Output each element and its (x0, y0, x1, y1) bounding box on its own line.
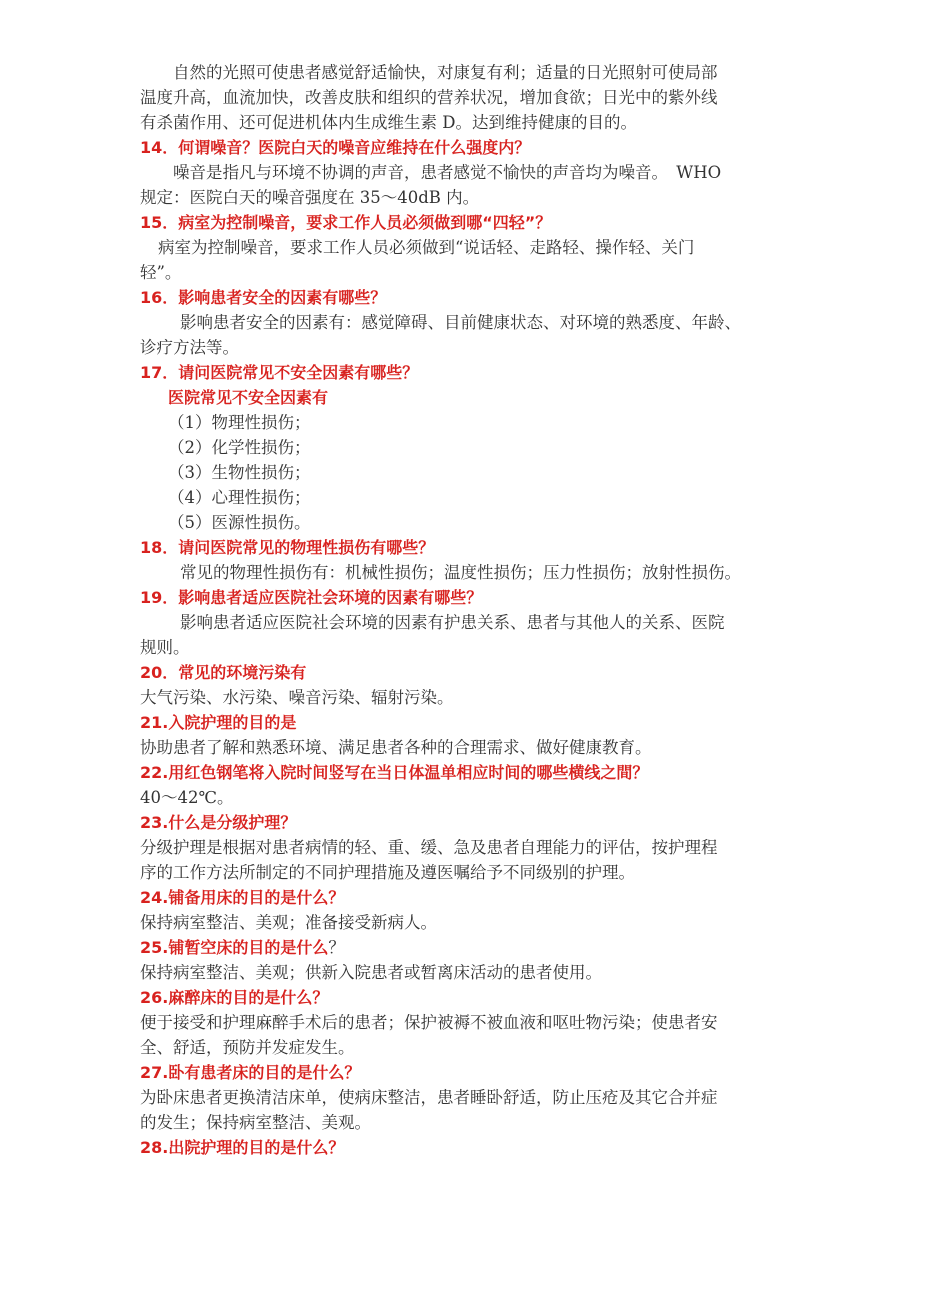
answer-19-line-1: 影响患者适应医院社会环境的因素有护患关系、患者与其他人的关系、医院 (180, 613, 725, 632)
answer-21-line-1: 协助患者了解和熟悉环境、满足患者各种的合理需求、做好健康教育。 (140, 738, 652, 757)
answer-23-line-1: 分级护理是根据对患者病情的轻、重、缓、急及患者自理能力的评估，按护理程 (140, 838, 718, 857)
answer-23-line-2: 序的工作方法所制定的不同护理措施及遵医嘱给予不同级别的护理。 (140, 863, 635, 882)
question-26-title: 26.麻醉床的目的是什么？ (140, 988, 329, 1007)
answer-24-line-1: 保持病室整洁、美观；准备接受新病人。 (140, 913, 437, 932)
list-item: （2）化学性损伤； (168, 438, 311, 457)
question-28-title: 28.出院护理的目的是什么？ (140, 1138, 345, 1157)
question-23-title: 23.什么是分级护理？ (140, 813, 297, 832)
question-21-title: 21.入院护理的目的是 (140, 713, 297, 732)
question-25-title: 25.铺暂空床的目的是什么 (140, 938, 329, 957)
list-item: （5）医源性损伤。 (168, 513, 311, 532)
answer-26-line-2: 全、舒适，预防并发症发生。 (140, 1038, 355, 1057)
question-18-title: 18．请问医院常见的物理性损伤有哪些？ (140, 538, 435, 557)
answer-14-line-2: 规定：医院白天的噪音强度在 35～40dB 内。 (140, 188, 480, 207)
list-item: （1）物理性损伤； (168, 413, 311, 432)
question-17-subtitle: 医院常见不安全因素有 (168, 388, 329, 407)
question-27-title: 27.卧有患者床的目的是什么？ (140, 1063, 361, 1082)
question-17-title: 17．请问医院常见不安全因素有哪些？ (140, 363, 419, 382)
answer-26-line-1: 便于接受和护理麻醉手术后的患者；保护被褥不被血液和呕吐物污染；使患者安 (140, 1013, 718, 1032)
answer-25-line-1: 保持病室整洁、美观；供新入院患者或暂离床活动的患者使用。 (140, 963, 602, 982)
intro-line-1: 自然的光照可使患者感觉舒适愉快，对康复有利；适量的日光照射可使局部 (173, 63, 718, 82)
question-25-title-wrapper (140, 935, 812, 960)
question-14-title: 14．何谓噪音？医院白天的噪音应维持在什么强度内？ (140, 138, 531, 157)
question-24-title: 24.铺备用床的目的是什么？ (140, 888, 345, 907)
answer-14-line-1: 噪音是指凡与环境不协调的声音，患者感觉不愉快的声音均为噪音。 WHO (173, 163, 722, 182)
question-19-title: 19．影响患者适应医院社会环境的因素有哪些？ (140, 588, 483, 607)
intro-line-2: 温度升高，血流加快，改善皮肤和组织的营养状况，增加食欲；日光中的紫外线 (140, 88, 718, 107)
answer-16-line-1: 影响患者安全的因素有：感觉障碍、目前健康状态、对环境的熟悉度、年龄、 (180, 313, 741, 332)
question-20-title: 20．常见的环境污染有 (140, 663, 307, 682)
answer-18-line-1: 常见的物理性损伤有：机械性损伤；温度性损伤；压力性损伤；放射性损伤。 (180, 563, 741, 582)
question-16-title: 16．影响患者安全的因素有哪些？ (140, 288, 387, 307)
question-25-title-tail: ？ (328, 938, 345, 957)
answer-27-line-2: 的发生；保持病室整洁、美观。 (140, 1113, 371, 1132)
question-15-title: 15．病室为控制噪音，要求工作人员必须做到哪“四轻”？ (140, 213, 552, 232)
document-page (140, 60, 812, 1160)
question-22-title: 22.用红色钢笔将入院时间竖写在当日体温单相应时间的哪些横线之間？ (140, 763, 649, 782)
intro-line-3: 有杀菌作用、还可促进机体内生成维生素 D。达到维持健康的目的。 (140, 113, 637, 132)
list-item: （3）生物性损伤； (168, 463, 311, 482)
list-item: （4）心理性损伤； (168, 488, 311, 507)
answer-15-line-1: 病室为控制噪音，要求工作人员必须做到“说话轻、走路轻、操作轻、关门 (158, 238, 695, 257)
answer-27-line-1: 为卧床患者更换清洁床单，使病床整洁，患者睡卧舒适，防止压疮及其它合并症 (140, 1088, 718, 1107)
answer-20-line-1: 大气污染、水污染、噪音污染、辐射污染。 (140, 688, 454, 707)
answer-15-line-2: 轻”。 (140, 263, 182, 282)
answer-22-line-1: 40～42℃。 (140, 788, 234, 807)
answer-16-line-2: 诊疗方法等。 (140, 338, 239, 357)
answer-19-line-2: 规则。 (140, 638, 190, 657)
